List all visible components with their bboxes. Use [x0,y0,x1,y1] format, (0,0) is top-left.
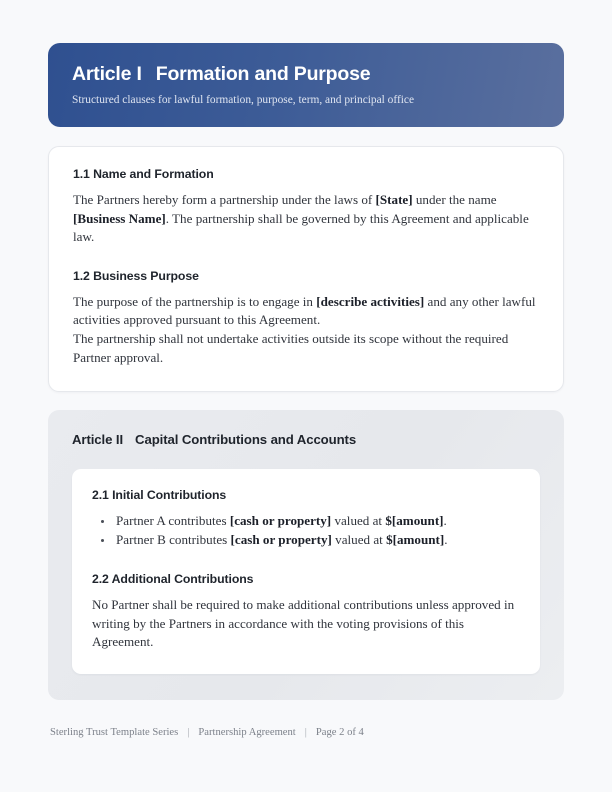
clause-2-2-paragraph: No Partner shall be required to make additional contributions unless approved in writing by the Partners in accordance with the voting provisions of this Agreement. [92,597,515,650]
list-item [114,531,520,550]
page-footer [48,727,564,738]
footer-series: Sterling Trust Template Series [50,726,179,738]
clause-1-2-paragraph-2: The partnership shall not undertake activities outside its scope without the required Partner approval. [73,331,509,365]
placeholder-asset: [cash or property] [229,513,332,529]
contribution-text-c: . [444,532,448,548]
article-one-number: Article I [72,63,142,85]
article-two-number: Article II [72,432,124,448]
article-two-card [48,410,564,700]
clause-1-1-text-b: under the name [412,192,497,208]
placeholder-state: [State] [375,192,413,208]
clause-1-2-paragraph-1 [73,293,539,330]
clause-2-1-heading: 2.1 Initial Contributions [92,488,227,503]
footer-document: Partnership Agreement [198,726,296,738]
article-one-title-text: Formation and Purpose [155,63,371,85]
placeholder-asset: [cash or property] [230,532,332,548]
clause-1-1-heading: 1.1 Name and Formation [73,167,214,182]
article-two-title [72,432,540,447]
article-two-inner-card [72,469,540,674]
article-one-title [72,63,540,85]
footer-separator-1: | [187,726,190,738]
placeholder-activities: [describe activities] [316,293,425,309]
placeholder-business-name: [Business Name] [73,210,166,226]
article-one-clause-card [48,146,564,392]
contribution-text-a: Partner B contributes [116,532,231,548]
clause-1-1-text-a: The Partners hereby form a partnership under the laws of [73,192,376,208]
clause-2-1-list [92,512,520,550]
contribution-text-c: . [443,513,447,529]
list-item [114,512,520,531]
article-two-title-text: Capital Contributions and Accounts [135,432,357,448]
contribution-text-b: valued at [331,513,386,529]
clause-1-2-text-b: and any other lawful activities approved pursuant to this Agreement. [73,293,536,328]
placeholder-amount: $[amount] [386,532,445,548]
clause-1-2-heading: 1.2 Business Purpose [73,268,199,283]
contribution-text-b: valued at [331,532,387,548]
contribution-text-a: Partner A contributes [116,513,230,529]
footer-page-number: Page 2 of 4 [315,726,364,738]
footer-separator-2: | [304,726,307,738]
placeholder-amount: $[amount] [385,513,444,529]
article-one-banner [48,43,564,127]
article-one-subtitle: Structured clauses for lawful formation, purpose, term, and principal office [72,94,415,107]
clause-2-2-heading: 2.2 Additional Contributions [92,572,254,587]
clause-1-2-text-a: The purpose of the partnership is to engage in [73,293,317,309]
clause-1-1-paragraph [73,191,539,247]
clause-1-1-text-c: . The partnership shall be governed by this Agreement and applicable law. [73,210,529,245]
